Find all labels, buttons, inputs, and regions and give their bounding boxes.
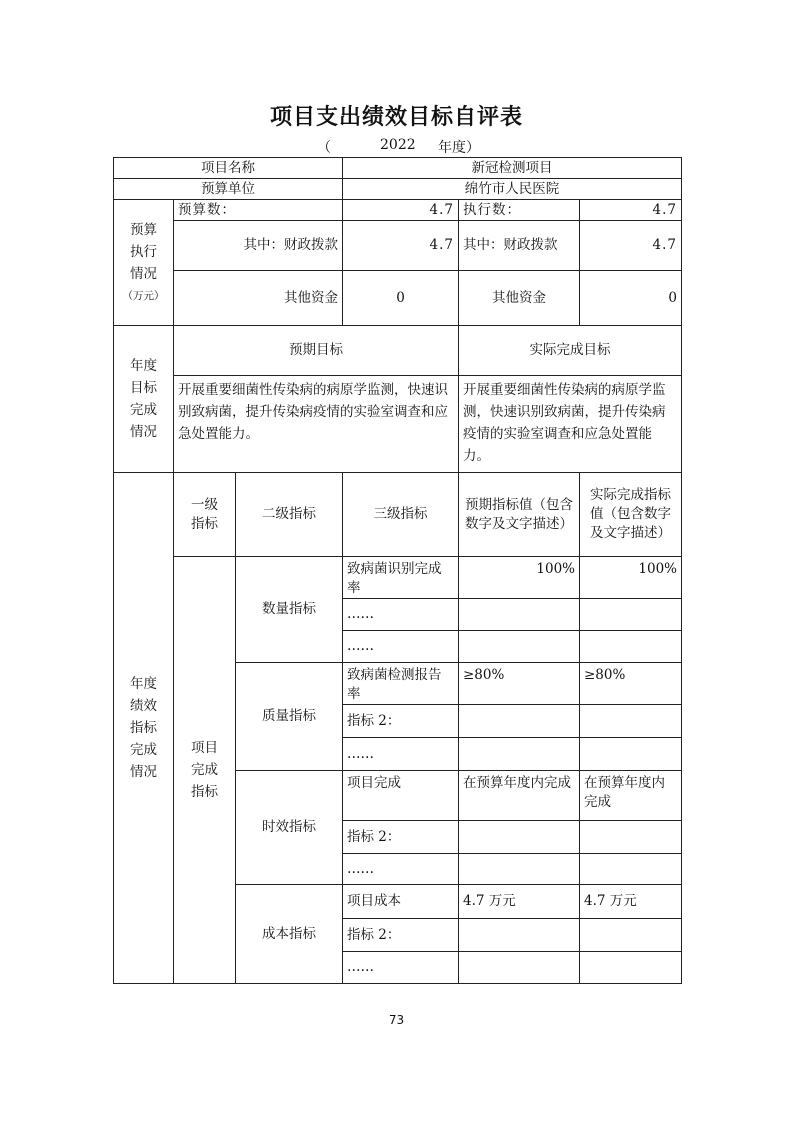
indicator-section-label [114, 473, 174, 984]
expected-cell [459, 854, 580, 885]
level3-cell: …… [343, 854, 459, 885]
year-line [300, 137, 500, 157]
level3-header: 三级指标 [343, 473, 459, 557]
level3-cell: …… [343, 599, 459, 631]
expected-cell: 在预算年度内完成 [459, 771, 580, 821]
year-label: 年度） [438, 140, 480, 156]
expected-cell: 4.7 万元 [459, 885, 580, 919]
level3-cell: …… [343, 952, 459, 984]
expected-goal-text: 开展重要细菌性传染病的病原学监测，快速识别致病菌，提升传染病疫情的实验室调查和应急处置能力。 [174, 376, 459, 473]
budget-label-line-2: 执行 [130, 243, 157, 260]
budget-amount-value: 4.7 [343, 200, 459, 221]
row-project-name [114, 158, 682, 179]
actual-cell [580, 952, 682, 984]
project-name-label: 项目名称 [114, 158, 343, 179]
table-row [114, 557, 682, 599]
level3-cell: 指标 2： [343, 821, 459, 854]
budget-unit-label: 预算单位 [114, 179, 343, 200]
budget-label-line-3: 情况 [130, 265, 157, 282]
actual-cell: ≥80% [580, 663, 682, 705]
goal-label-line-4: 情况 [130, 424, 157, 440]
row-goal-text [114, 376, 682, 473]
level1-header: 一级指标 [174, 473, 236, 557]
actual-value-header: 实际完成指标值（包含数字及文字描述） [580, 473, 682, 557]
actual-cell [580, 631, 682, 663]
ind-label-line-4: 完成 [130, 742, 157, 758]
fiscal-budget-value: 4.7 [343, 221, 459, 271]
expected-cell [459, 631, 580, 663]
ind-label-line-3: 指标 [130, 720, 157, 736]
other-budget-value: 0 [343, 271, 459, 326]
row-other-funds [114, 271, 682, 326]
budget-unit-value: 绵竹市人民医院 [343, 179, 682, 200]
expected-cell [459, 738, 580, 771]
project-name-value: 新冠检测项目 [343, 158, 682, 179]
level1-line-1: 项目 [191, 740, 218, 756]
level3-cell: …… [343, 738, 459, 771]
level3-cell: …… [343, 631, 459, 663]
goal-label-line-1: 年度 [130, 358, 157, 374]
expected-cell: 100% [459, 557, 580, 599]
level3-cell: 致病菌检测报告率 [343, 663, 459, 705]
level3-cell: 指标 2： [343, 919, 459, 952]
fiscal-label-exec: 其中：财政拨款 [459, 221, 580, 271]
level2-cost: 成本指标 [236, 885, 343, 984]
budget-section-label [114, 200, 174, 326]
ind-label-line-5: 情况 [130, 764, 157, 780]
level2-header: 二级指标 [236, 473, 343, 557]
level3-cell: 致病菌识别完成率 [343, 557, 459, 599]
budget-amount-label: 预算数： [174, 200, 343, 221]
level3-cell: 项目成本 [343, 885, 459, 919]
year-open-paren: （ [317, 140, 331, 156]
level1-line-3: 指标 [191, 784, 218, 800]
budget-label-line-1: 预算 [130, 221, 157, 238]
expected-cell [459, 952, 580, 984]
actual-cell: 4.7 万元 [580, 885, 682, 919]
actual-cell [580, 821, 682, 854]
exec-amount-value: 4.7 [580, 200, 682, 221]
goal-label-line-3: 完成 [130, 402, 157, 418]
actual-cell [580, 919, 682, 952]
row-goal-header [114, 326, 682, 376]
goal-label-line-2: 目标 [130, 380, 157, 396]
row-fiscal [114, 221, 682, 271]
level1-line-2: 完成 [191, 762, 218, 778]
actual-goal-text: 开展重要细菌性传染病的病原学监测，快速识别致病菌，提升传染病疫情的实验室调查和应急处置能力。 [459, 376, 682, 473]
level3-cell: 项目完成 [343, 771, 459, 821]
expected-cell [459, 821, 580, 854]
expected-goal-header: 预期目标 [174, 326, 459, 376]
other-funds-label: 其他资金 [174, 271, 343, 326]
expected-cell [459, 919, 580, 952]
level2-timeliness: 时效指标 [236, 771, 343, 885]
budget-unit-note: （万元） [122, 289, 165, 302]
expected-cell: ≥80% [459, 663, 580, 705]
form-title: 项目支出绩效目标自评表 [269, 105, 523, 130]
row-budget-total [114, 200, 682, 221]
level2-quality: 质量指标 [236, 663, 343, 771]
evaluation-table [113, 157, 682, 984]
actual-cell: 在预算年度内完成 [580, 771, 682, 821]
actual-cell: 100% [580, 557, 682, 599]
level1-value [174, 557, 236, 984]
exec-amount-label: 执行数： [459, 200, 580, 221]
actual-cell [580, 854, 682, 885]
goal-section-label [114, 326, 174, 473]
expected-cell [459, 599, 580, 631]
other-exec-value: 0 [580, 271, 682, 326]
expected-value-header: 预期指标值（包含数字及文字描述） [459, 473, 580, 557]
fiscal-exec-value: 4.7 [580, 221, 682, 271]
actual-goal-header: 实际完成目标 [459, 326, 682, 376]
page-number: 73 [388, 1013, 405, 1027]
ind-label-line-2: 绩效 [130, 698, 157, 714]
level3-cell: 指标 2： [343, 705, 459, 738]
fiscal-label: 其中：财政拨款 [174, 221, 343, 271]
level2-quantity: 数量指标 [236, 557, 343, 663]
row-budget-unit [114, 179, 682, 200]
year-value: 2022 [380, 137, 416, 153]
row-indicator-header [114, 473, 682, 557]
expected-cell [459, 705, 580, 738]
ind-label-line-1: 年度 [130, 676, 157, 692]
other-funds-label-exec: 其他资金 [459, 271, 580, 326]
actual-cell [580, 705, 682, 738]
actual-cell [580, 738, 682, 771]
actual-cell [580, 599, 682, 631]
